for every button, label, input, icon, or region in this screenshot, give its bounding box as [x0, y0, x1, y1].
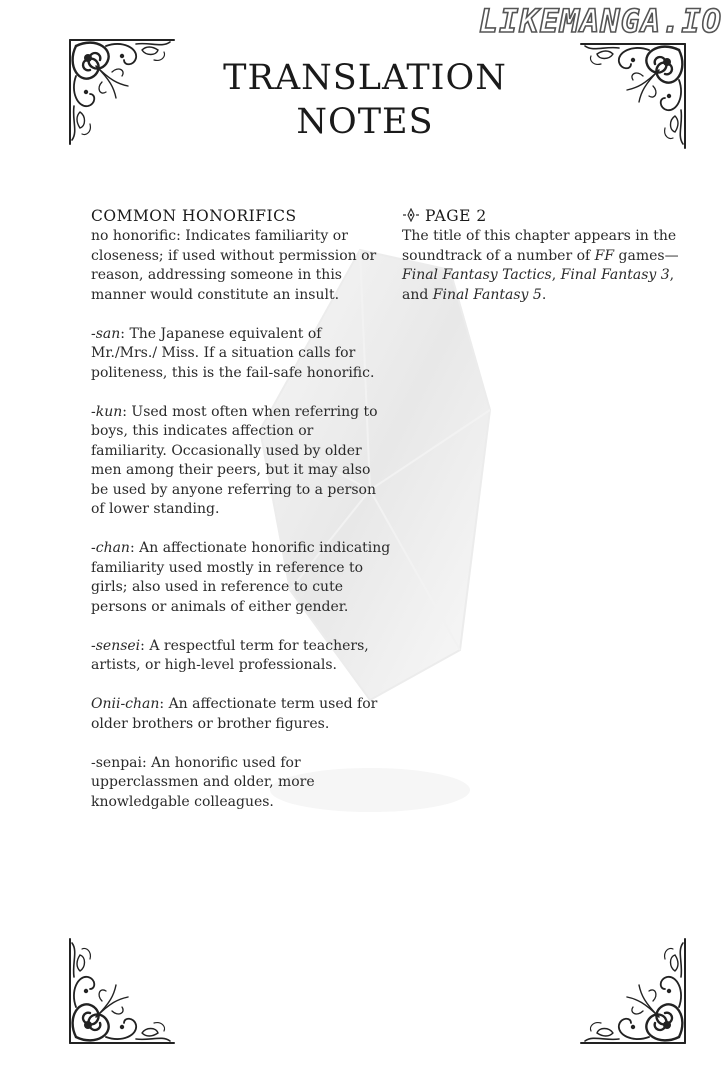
page-title-line-2: NOTES: [296, 102, 434, 142]
crystal-bullet-icon: [402, 208, 420, 222]
note-text: .: [541, 286, 547, 303]
note-text: games—: [614, 247, 679, 264]
note-italic: Final Fantasy Tactics: [402, 267, 552, 283]
honorifics-heading: COMMON HONORIFICS: [91, 207, 297, 225]
honorific-term: -sensei: [91, 637, 141, 654]
honorific-entry: [91, 695, 391, 734]
honorific-text: no honorific: Indicates familiarity or closeness; if used without permission or reason, addressing someone in this manner would constitute an insult.: [91, 228, 377, 303]
page-title: [200, 56, 530, 144]
honorific-term: -san: [91, 325, 121, 342]
honorific-term: -chan: [91, 540, 130, 556]
note-italic: FF: [594, 247, 615, 264]
corner-flourish-icon: [577, 935, 689, 1047]
page-note-heading-text: PAGE 2: [425, 207, 487, 225]
honorific-term: Onii-chan: [91, 696, 160, 712]
page-note-heading: [402, 205, 692, 227]
corner-flourish-icon: [66, 935, 178, 1047]
honorific-text: : A respectful term for teachers, artists, or high-level professionals.: [91, 637, 369, 673]
honorific-text: : An affectionate term used for older brothers or brother figures.: [91, 696, 378, 732]
honorific-entry: [91, 227, 391, 305]
honorific-text: : The Japanese equivalent of Mr./Mrs./ Miss. If a situation calls for politeness, this is the fail-safe honorific.: [91, 325, 375, 381]
note-text: , and: [402, 267, 675, 303]
honorific-text: : Used most often when referring to boys, this indicates affection or familiarity. Occasionally used by older men among their peers, but it may also be used by anyone referring to a person of lower standing.: [91, 403, 378, 517]
note-italic: Final Fantasy 5: [432, 286, 542, 303]
site-watermark: LIKEMANGA.IO: [478, 2, 722, 40]
page-notes-column: [402, 205, 692, 305]
honorific-entry: [91, 539, 391, 617]
corner-flourish-icon: [66, 36, 178, 148]
honorific-entry: [91, 403, 391, 520]
honorific-entry: [91, 754, 391, 813]
note-text: The title of this chapter appears in the soundtrack of a number of: [402, 228, 677, 264]
honorific-entry: [91, 325, 391, 384]
note-text: ,: [551, 267, 561, 283]
page-note-text: [402, 227, 692, 305]
honorific-text: -senpai: An honorific used for upperclassmen and older, more knowledgable colleagues.: [91, 754, 315, 810]
honorific-entry: [91, 637, 391, 676]
corner-flourish-icon: [577, 40, 689, 152]
honorific-text: : An affectionate honorific indicating familiarity used mostly in reference to girls; also used in reference to cute persons or animals of either gender.: [91, 540, 391, 615]
honorifics-column: [91, 205, 391, 812]
note-italic: Final Fantasy 3: [560, 267, 670, 283]
page-title-line-1: TRANSLATION: [223, 58, 507, 98]
honorific-term: -kun: [91, 403, 123, 420]
